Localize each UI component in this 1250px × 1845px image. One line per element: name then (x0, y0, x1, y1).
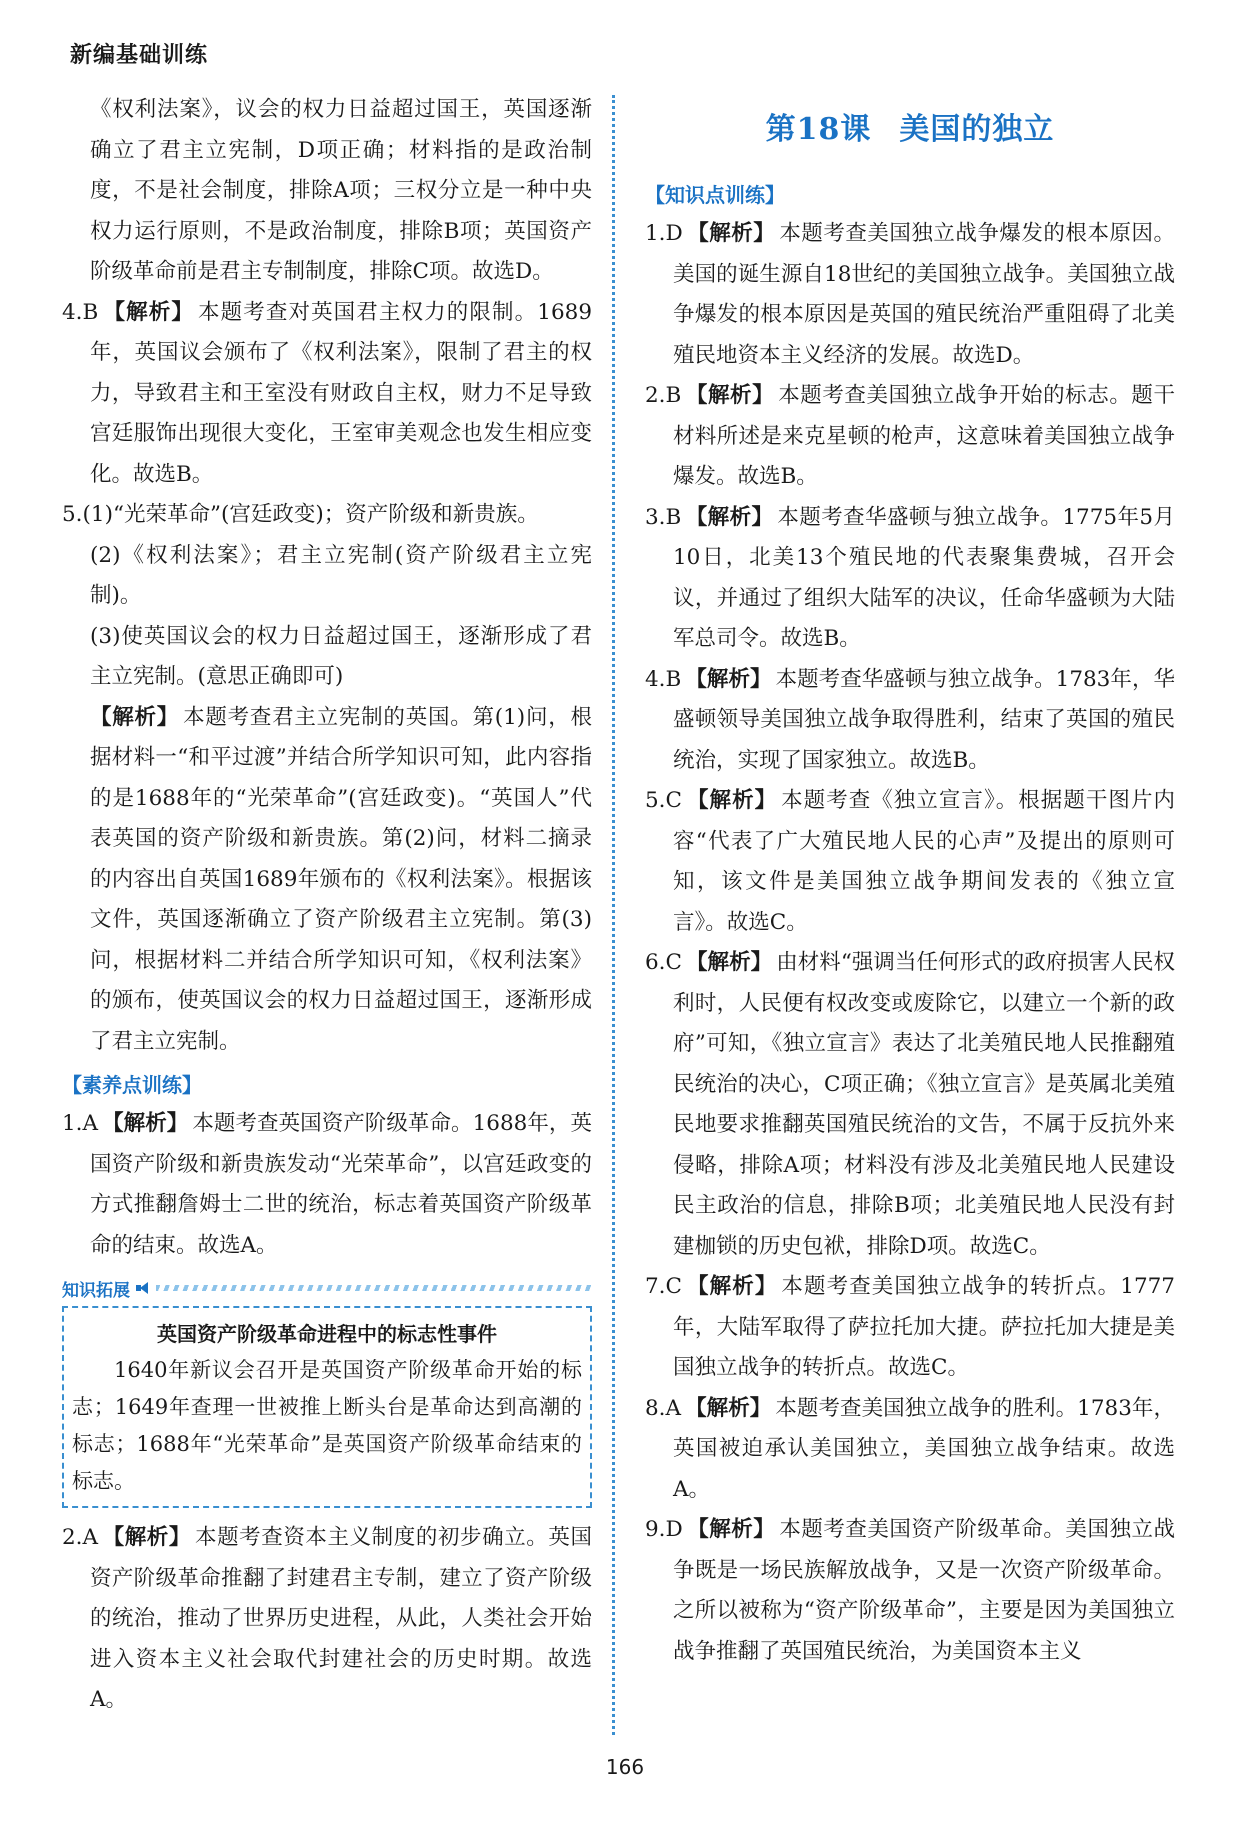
answer-text: 本题考查对英国君主权力的限制。1689年，英国议会颁布了《权利法案》，限制了君主的权力，导致君主和王室没有财政自主权，财力不足导致宫廷服饰出现很大变化，王室审美观念也发生相应变化。故选B。 (90, 299, 592, 487)
answer-number: 6.C (645, 950, 682, 975)
answer-text: 本题考查华盛顿与独立战争。1783年，华盛顿领导美国独立战争取得胜利，结束了英国的殖民统治，实现了国家独立。故选B。 (673, 666, 1175, 773)
speaker-icon (136, 1282, 150, 1294)
answer-text: 本题考查美国独立战争的胜利。1783年，英国被迫承认美国独立，美国独立战争结束。故选A。 (673, 1395, 1175, 1502)
list-item (645, 1389, 1175, 1511)
analysis-tag: 【解析】 (102, 1111, 189, 1136)
list-item (645, 1267, 1175, 1389)
dashed-rule (156, 1285, 592, 1291)
answer-number: 3.B (645, 504, 682, 530)
answer-text: 本题考查华盛顿与独立战争。1775年5月10日，北美13个殖民地的代表聚集费城，召开会议，并通过了组织大陆军的决议，任命华盛顿为大陆军总司令。故选B。 (673, 504, 1175, 651)
list-item (645, 498, 1175, 660)
analysis-tag: 【解析】 (102, 1525, 191, 1550)
analysis-text: 本题考查君主立宪制的英国。第(1)问，根据材料一“和平过渡”并结合所学知识可知，此内容指的是1688年的“光荣革命”(宫廷政变)。“英国人”代表英国的资产阶级和新贵族。第(2)问，材料二摘录的内容出自英国1689年颁布的《权利法案》。根据该文件，英国逐渐确立了资产阶级君主立宪制。第(3)问，根据材料二并结合所学知识可知，《权利法案》的颁布，使英国议会的权力日益超过国王，逐渐形成了君主立宪制。 (90, 704, 592, 1054)
answer-number: 9.D (645, 1517, 683, 1542)
analysis-tag: 【解析】 (686, 1517, 776, 1542)
answer-number: 8.A (645, 1395, 682, 1421)
suyang-answer-1 (62, 1104, 592, 1266)
answer-number: 5.C (645, 788, 682, 813)
suyang-answer-2 (62, 1518, 592, 1721)
analysis-tag: 【解析】 (686, 221, 776, 246)
extension-text: 1640年新议会召开是英国资产阶级革命开始的标志；1649年查理一世被推上断头台是革命达到高潮的标志；1688年“光荣革命”是英国资产阶级革命结束的标志。 (72, 1358, 582, 1493)
right-column (645, 90, 1175, 1672)
answer-number: 4.B (645, 666, 682, 692)
analysis-tag: 【解析】 (685, 383, 775, 408)
answer-4 (62, 293, 592, 496)
answer-text: 本题考查美国独立战争爆发的根本原因。美国的诞生源自18世纪的美国独立战争。美国独立战争爆发的根本原因是英国的殖民统治严重阻碍了北美殖民地资本主义经济的发展。故选D。 (673, 221, 1175, 368)
analysis-tag: 【解析】 (685, 504, 774, 530)
answer-5-analysis (62, 698, 592, 1063)
lesson-title (645, 110, 1175, 150)
list-item (645, 214, 1175, 376)
answer-number: 1.D (645, 221, 683, 246)
analysis-tag: 【解析】 (685, 666, 772, 692)
answer-5-line2: (2)《权利法案》；君主立宪制(资产阶级君主立宪制)。 (90, 542, 592, 608)
extension-label-text: 知识拓展 (62, 1280, 130, 1301)
extension-title: 英国资产阶级革命进程中的标志性事件 (157, 1322, 497, 1346)
list-item (645, 660, 1175, 782)
answer-5-line1: 5.(1)“光荣革命”(宫廷政变)；资产阶级和新贵族。 (62, 502, 539, 527)
answer-text: 本题考查美国独立战争开始的标志。题干材料所述是来克星顿的枪声，这意味着美国独立战争爆发。故选B。 (673, 383, 1175, 489)
answer-text: 由材料“强调当任何形式的政府损害人民权利时，人民便有权改变或废除它，以建立一个新的政府”可知，《独立宣言》表达了北美殖民地人民推翻殖民统治的决心，C项正确；《独立宣言》是英属北美殖民地要求推翻英国殖民统治的文告，不属于反抗外来侵略，排除A项；材料没有涉及北美殖民地人民建设民主政治的信息，排除B项；北美殖民地人民没有封建枷锁的历史包袱，排除D项。故选C。 (673, 950, 1175, 1259)
list-item (645, 1510, 1175, 1672)
answer-text: 本题考查美国资产阶级革命。美国独立战争既是一场民族解放战争，又是一次资产阶级革命。之所以被称为“资产阶级革命”，主要是因为美国独立战争推翻了英国殖民统治，为美国资本主义 (673, 1517, 1175, 1664)
analysis-tag: 【解析】 (685, 1274, 778, 1299)
answer-text: 本题考查美国独立战争的转折点。1777年，大陆军取得了萨拉托加大捷。萨拉托加大捷是美国独立战争的转折点。故选C。 (673, 1274, 1175, 1380)
list-item (645, 781, 1175, 943)
section-heading-suyang: 【素养点训练】 (62, 1073, 202, 1097)
answer-number: 2.B (645, 383, 682, 408)
left-column (62, 90, 592, 1721)
answer-text: 本题考查英国资产阶级革命。1688年，英国资产阶级和新贵族发动“光荣革命”，以宫廷政变的方式推翻詹姆士二世的统治，标志着英国资产阶级革命的结束。故选A。 (90, 1111, 592, 1258)
header-title: 新编基础训练 (70, 43, 209, 68)
section-heading-zhishi: 【知识点训练】 (645, 183, 785, 207)
analysis-tag: 【解析】 (685, 950, 773, 975)
analysis-tag: 【解析】 (102, 299, 194, 325)
answer-text: 本题考查《独立宣言》。根据题干图片内容“代表了广大殖民地人民的心声”及提出的原则可知，该文件是美国独立战争期间发表的《独立宣言》。故选C。 (673, 788, 1175, 935)
column-divider (612, 95, 615, 1735)
analysis-tag: 【解析】 (685, 1395, 772, 1421)
answer-5-line3: (3)使英国议会的权力日益超过国王，逐渐形成了君主立宪制。(意思正确即可) (90, 623, 592, 689)
analysis-tag: 【解析】 (685, 788, 778, 813)
lesson-number: 第18课 (765, 112, 872, 147)
analysis-tag: 【解析】 (90, 704, 180, 730)
extension-box (62, 1306, 592, 1508)
answer-number: 2.A (62, 1525, 99, 1550)
answer-number: 1.A (62, 1111, 99, 1136)
lesson-name: 美国的独立 (899, 112, 1055, 147)
continued-paragraph: 《权利法案》，议会的权力日益超过国王，英国逐渐确立了君主立宪制，D项正确；材料指的是政治制度，不是社会制度，排除A项；三权分立是一种中央权力运行原则，不是政治制度，排除B项；英国资产阶级革命前是君主专制制度，排除C项。故选D。 (90, 97, 592, 284)
answer-number: 7.C (645, 1274, 682, 1299)
list-item (645, 376, 1175, 498)
list-item (645, 943, 1175, 1267)
answer-text: 本题考查资本主义制度的初步确立。英国资产阶级革命推翻了封建君主专制，建立了资产阶级的统治，推动了世界历史进程，从此，人类社会开始进入资本主义社会取代封建社会的历史时期。故选A。 (90, 1525, 592, 1712)
page-number: 166 (605, 1755, 645, 1779)
answer-number: 4.B (62, 299, 99, 325)
extension-label (62, 1274, 592, 1302)
